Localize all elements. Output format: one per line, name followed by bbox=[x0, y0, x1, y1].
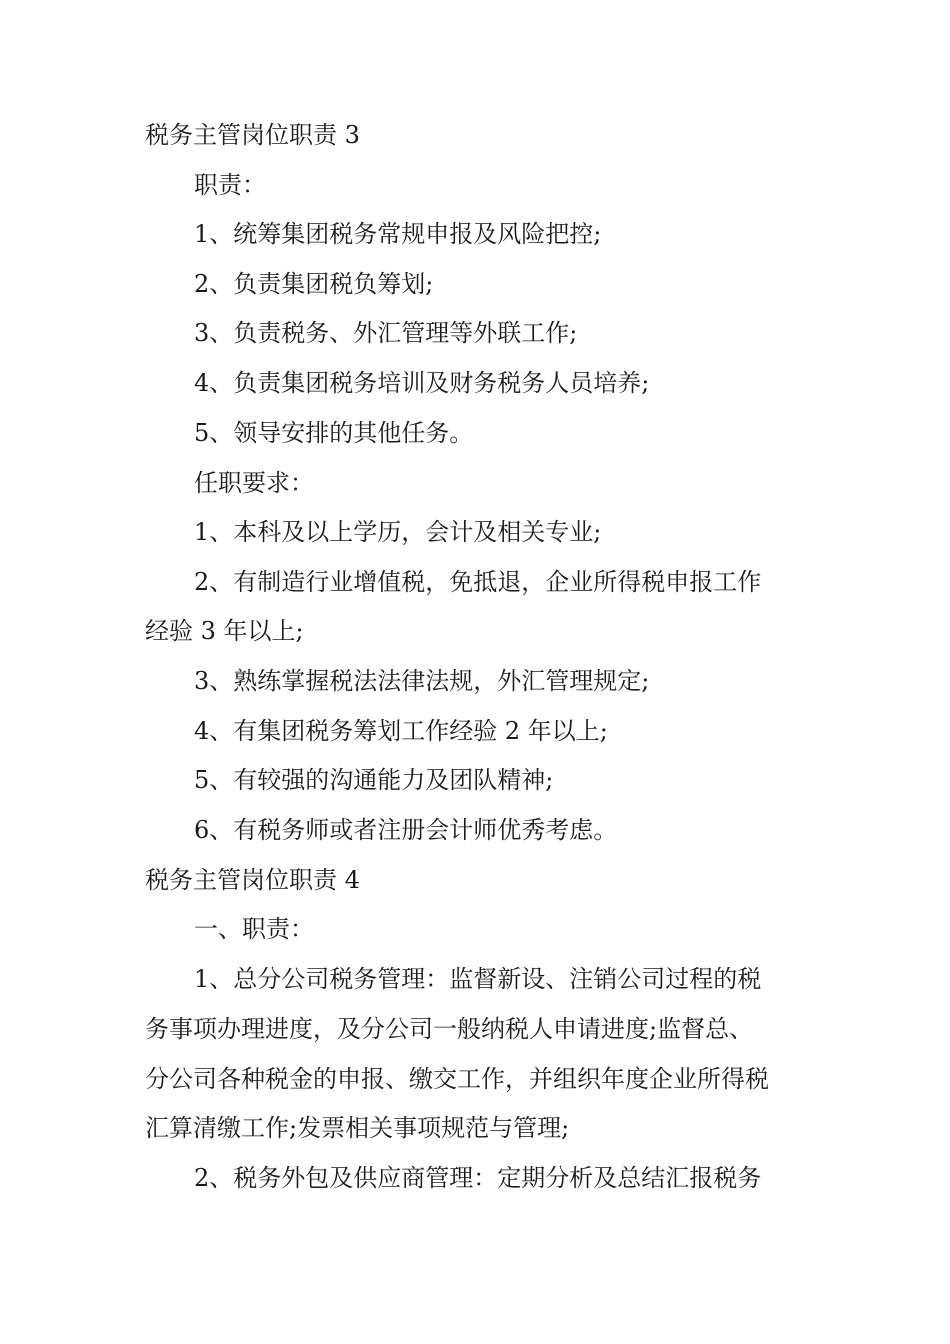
requirements-label: 任职要求： bbox=[194, 469, 314, 497]
duty-item: 2、税务外包及供应商管理：定期分析及总结汇报税务 bbox=[194, 1164, 762, 1192]
requirement-item-continuation: 经验 3 年以上; bbox=[145, 617, 304, 645]
duty-item-continuation: 汇算清缴工作;发票相关事项规范与管理; bbox=[145, 1114, 570, 1142]
duty-item: 1、统筹集团税务常规申报及风险把控; bbox=[194, 220, 602, 248]
duty-item: 5、领导安排的其他任务。 bbox=[194, 419, 474, 447]
requirement-item: 2、有制造行业增值税，免抵退，企业所得税申报工作 bbox=[194, 568, 762, 596]
requirement-item: 5、有较强的沟通能力及团队精神; bbox=[194, 766, 554, 794]
requirement-item: 6、有税务师或者注册会计师优秀考虑。 bbox=[194, 816, 618, 844]
requirement-item: 1、本科及以上学历，会计及相关专业; bbox=[194, 518, 602, 546]
section-4-title: 税务主管岗位职责 4 bbox=[145, 866, 360, 894]
duty-item-continuation: 分公司各种税金的申报、缴交工作，并组织年度企业所得税 bbox=[145, 1065, 769, 1093]
requirement-item: 4、有集团税务筹划工作经验 2 年以上; bbox=[194, 717, 608, 745]
duties-label: 一、职责： bbox=[194, 915, 314, 943]
duty-item: 4、负责集团税务培训及财务税务人员培养; bbox=[194, 369, 650, 397]
requirement-item: 3、熟练掌握税法法律法规，外汇管理规定; bbox=[194, 667, 650, 695]
duty-item: 2、负责集团税负筹划; bbox=[194, 270, 434, 298]
section-3-title: 税务主管岗位职责 3 bbox=[145, 121, 360, 149]
duty-item: 3、负责税务、外汇管理等外联工作; bbox=[194, 319, 578, 347]
duties-label: 职责： bbox=[194, 171, 266, 199]
duty-item-continuation: 务事项办理进度，及分公司一般纳税人申请进度;监督总、 bbox=[145, 1015, 754, 1043]
duty-item: 1、总分公司税务管理：监督新设、注销公司过程的税 bbox=[194, 965, 762, 993]
